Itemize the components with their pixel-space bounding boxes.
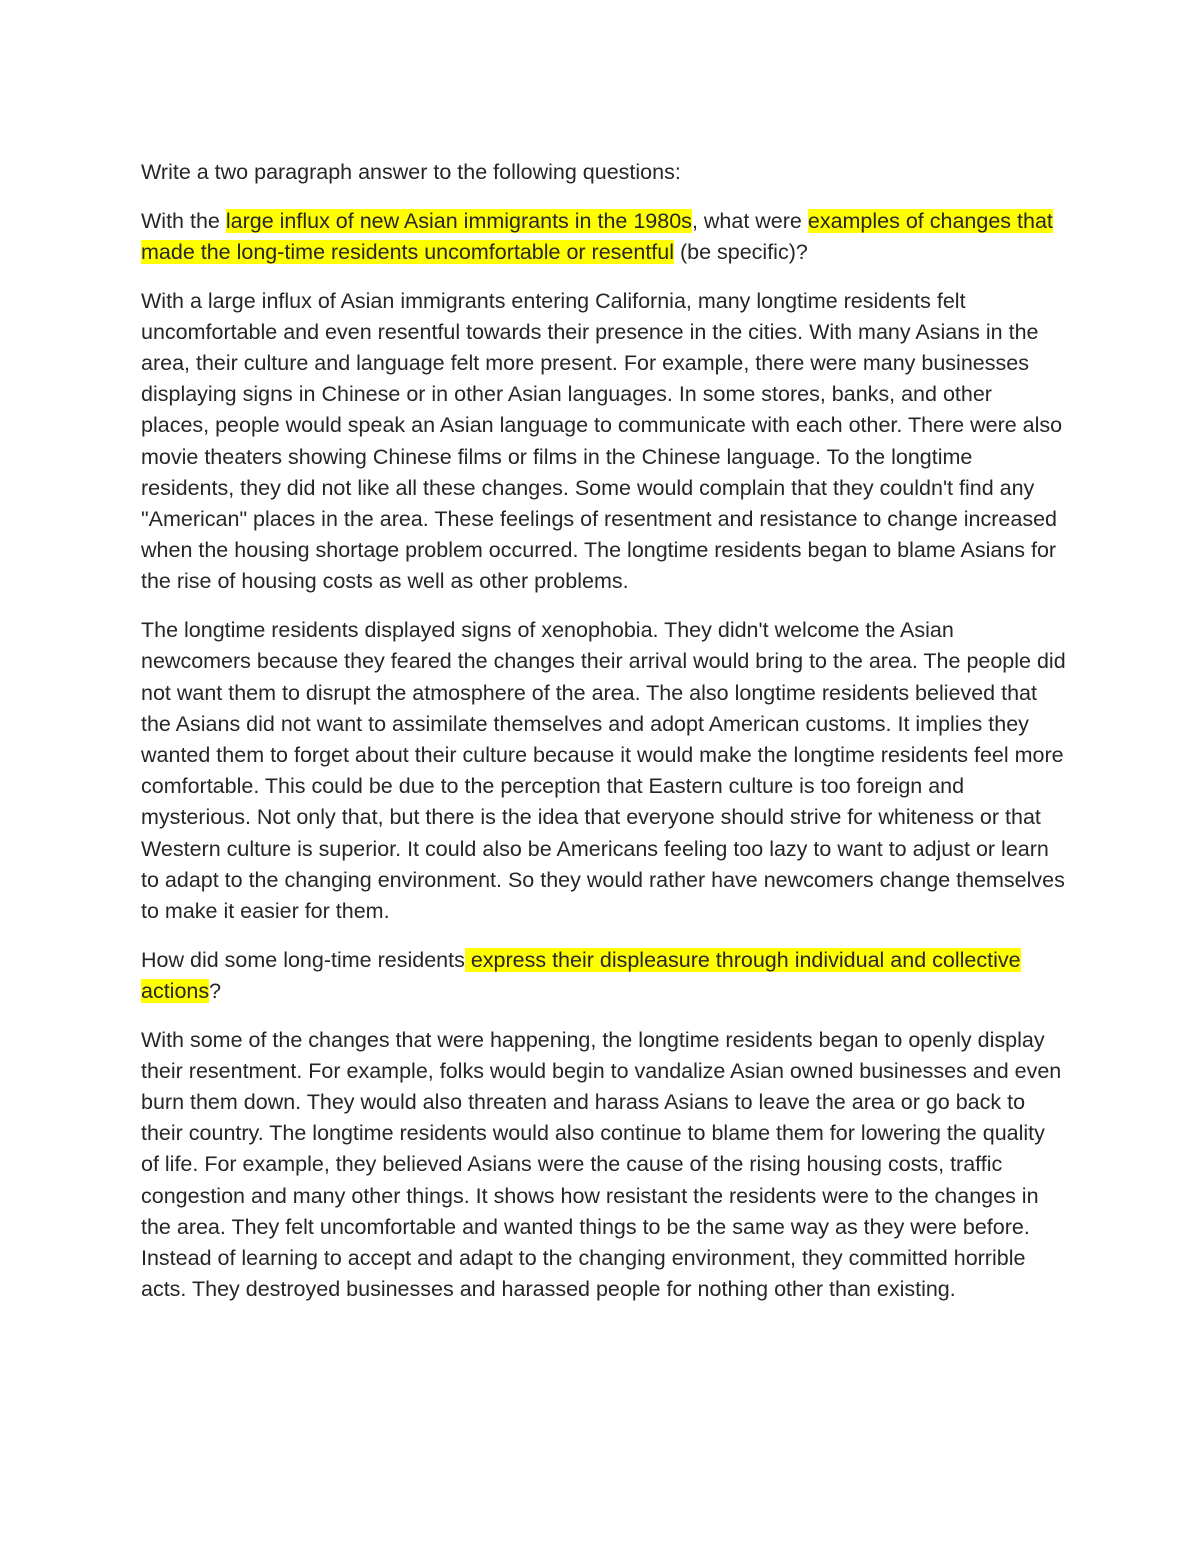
answer-1-paragraph-1: With a large influx of Asian immigrants entering California, many longtime residents felt uncomfortable and even resentful towards their presence in the cities. With many Asians in the area, their culture and language felt more present. For example, there were many businesses displaying signs in Chinese or in other Asian languages. In some stores, banks, and other places, people would speak an Asian language to communicate with each other. There were also movie theaters showing Chinese films or films in the Chinese language. To the longtime residents, they did not like all these changes. Some would complain that they couldn't find any "American" places in the area. These feelings of resentment and resistance to change increased when the housing shortage problem occurred. The longtime residents began to blame Asians for the rise of housing costs as well as other problems.	[141, 288, 1063, 594]
question-1-text: (be specific)?	[674, 239, 808, 264]
question-1-text: , what were	[691, 208, 808, 233]
question-1-highlight: examples of changes that made the long-time residents uncomfortable or resentful	[141, 208, 1053, 264]
answer-2-paragraph: With some of the changes that were happening, the longtime residents began to openly display their resentment. For example, folks would begin to vandalize Asian owned businesses and even burn them down. They would also threaten and harass Asians to leave the area or go back to their country. The longtime residents would also continue to blame them for lowering the quality of life. For example, they believed Asians were the cause of the rising housing costs, traffic congestion and many other things. It shows how resistant the residents were to the changes in the area. They felt uncomfortable and wanted things to be the same way as they were before. Instead of learning to accept and adapt to the changing environment, they committed horrible acts. They destroyed businesses and harassed people for nothing other than existing.	[141, 1027, 1062, 1302]
question-1-highlight: large influx of new Asian immigrants in the 1980s	[225, 208, 692, 233]
question-1	[141, 206, 1066, 268]
question-1-text: With the	[141, 208, 226, 233]
document-page	[141, 157, 1066, 1323]
answer-1-paragraph-2: The longtime residents displayed signs of xenophobia. They didn't welcome the Asian newcomers because they feared the changes their arrival would bring to the area. The people did not want them to disrupt the atmosphere of the area. The also longtime residents believed that the Asians did not want to assimilate themselves and adopt American customs. It implies they wanted them to forget about their culture because it would make the longtime residents feel more comfortable. This could be due to the perception that Eastern culture is too foreign and mysterious. Not only that, but there is the idea that everyone should strive for whiteness or that Western culture is superior. It could also be Americans feeling too lazy to want to adjust or learn to adapt to the changing environment. So they would rather have newcomers change themselves to make it easier for them.	[141, 618, 1066, 923]
instruction-text: Write a two paragraph answer to the following questions:	[141, 160, 681, 184]
question-2	[141, 945, 1066, 1007]
question-2-highlight: express their displeasure through individual and collective actions	[141, 947, 1021, 1003]
question-2-text: ?	[209, 978, 222, 1003]
question-2-text: How did some long-time residents	[141, 947, 465, 972]
